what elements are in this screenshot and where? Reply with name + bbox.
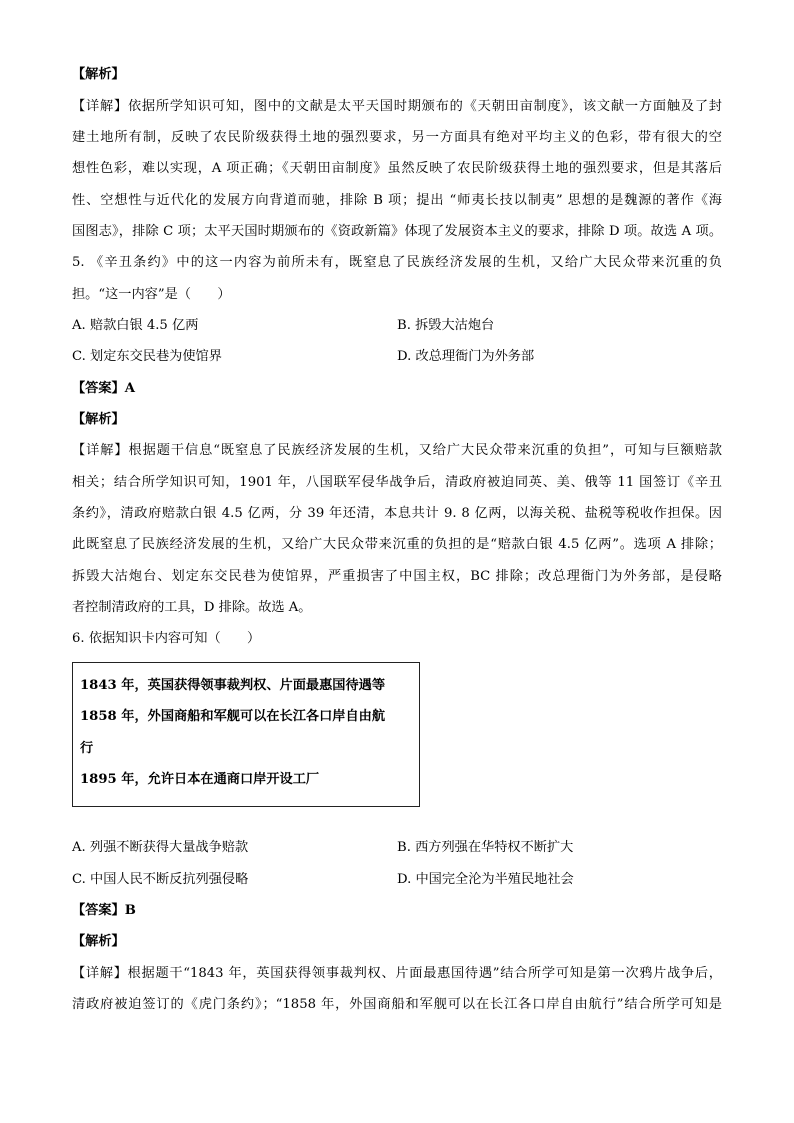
detail-line: 此既窒息了民族经济发展的生机，又给广大民众带来沉重的负担的是“赔款白银 4.5 亿两”。选项 A 排除； [72, 537, 722, 553]
question-5-answer: 【答案】A [72, 380, 135, 396]
question-5-option-d: D. 改总理衙门为外务部 [397, 349, 535, 365]
card-line: 1858 年，外国商船和军舰可以在长江各口岸自由航 [80, 709, 386, 725]
question-6-option-b: B. 西方列强在华特权不断扩大 [397, 840, 574, 856]
detail-line: 【详解】依据所学知识可知，图中的文献是太平天国时期颁布的《天朝田亩制度》，该文献一方面触及了封 [72, 98, 722, 114]
detail-line: 者控制清政府的工具，D 排除。故选 A。 [72, 600, 312, 616]
analysis-label: 【解析】 [72, 67, 125, 83]
question-5-option-c: C. 划定东交民巷为使馆界 [72, 349, 222, 365]
question-6-option-a: A. 列强不断获得大量战争赔款 [72, 840, 249, 856]
question-5-stem-line: 担。“这一内容”是（ ） [72, 286, 231, 302]
question-6-option-c: C. 中国人民不断反抗列强侵略 [72, 871, 249, 887]
card-line: 1895 年，允许日本在通商口岸开设工厂 [80, 772, 320, 788]
analysis-label: 【解析】 [72, 412, 125, 428]
question-5-options-row [72, 341, 722, 372]
analysis-label: 【解析】 [72, 934, 125, 950]
detail-line: 拆毁大沽炮台、划定东交民巷为使馆界，严重损害了中国主权，BC 排除；改总理衙门为外务部，是侵略 [72, 568, 722, 584]
detail-line: 国图志》，排除 C 项；太平天国时期颁布的《资政新篇》体现了发展资本主义的要求，排除 D 项。故选 A 项。 [72, 224, 723, 240]
question-5-option-a: A. 赔款白银 4.5 亿两 [72, 318, 199, 334]
card-line: 1843 年，英国获得领事裁判权、片面最惠国待遇等 [80, 678, 386, 693]
question-6-options-row [72, 864, 722, 895]
card-line: 行 [80, 740, 94, 756]
detail-line: 建土地所有制，反映了农民阶级获得土地的强烈要求，另一方面具有绝对平均主义的色彩，带有很大的空 [72, 129, 722, 145]
page-content-lower [72, 832, 722, 1020]
question-6-options-row [72, 832, 722, 863]
detail-line: 相关；结合所学知识可知，1901 年，八国联军侵华战争后，清政府被迫同英、美、俄等 11 国签订《辛丑 [72, 474, 722, 490]
question-5-option-b: B. 拆毁大沽炮台 [397, 318, 495, 334]
question-5-stem-line: 5. 《辛丑条约》中的这一内容为前所未有，既窒息了民族经济发展的生机，又给广大民众带来沉重的负 [72, 255, 722, 271]
knowledge-card [72, 662, 420, 807]
question-6-stem: 6. 依据知识卡内容可知（ ） [72, 631, 261, 647]
question-6-answer: 【答案】B [72, 902, 136, 918]
detail-line: 【详解】根据题干信息“既窒息了民族经济发展的生机，又给广大民众带来沉重的负担”，可知与巨额赔款 [72, 443, 722, 459]
page-content-upper [72, 59, 722, 655]
detail-line: 想性色彩，难以实现，A 项正确；《天朝田亩制度》虽然反映了农民阶级获得土地的强烈要求，但是其落后 [72, 161, 722, 177]
question-6-option-d: D. 中国完全沦为半殖民地社会 [397, 871, 574, 887]
question-5-options-row [72, 310, 722, 341]
detail-line: 清政府被迫签订的《虎门条约》；“1858 年，外国商船和军舰可以在长江各口岸自由航行”结合所学可知是 [72, 997, 722, 1013]
detail-line: 条约》，清政府赔款白银 4.5 亿两，分 39 年还清，本息共计 9. 8 亿两，以海关税、盐税等税收作担保。因 [72, 506, 722, 522]
detail-line: 【详解】根据题干“1843 年，英国获得领事裁判权、片面最惠国待遇”结合所学可知是第一次鸦片战争后， [72, 965, 722, 981]
detail-line: 性、空想性与近代化的发展方向背道而驰，排除 B 项；提出 “师夷长技以制夷” 思想的是魏源的著作《海 [72, 192, 722, 208]
